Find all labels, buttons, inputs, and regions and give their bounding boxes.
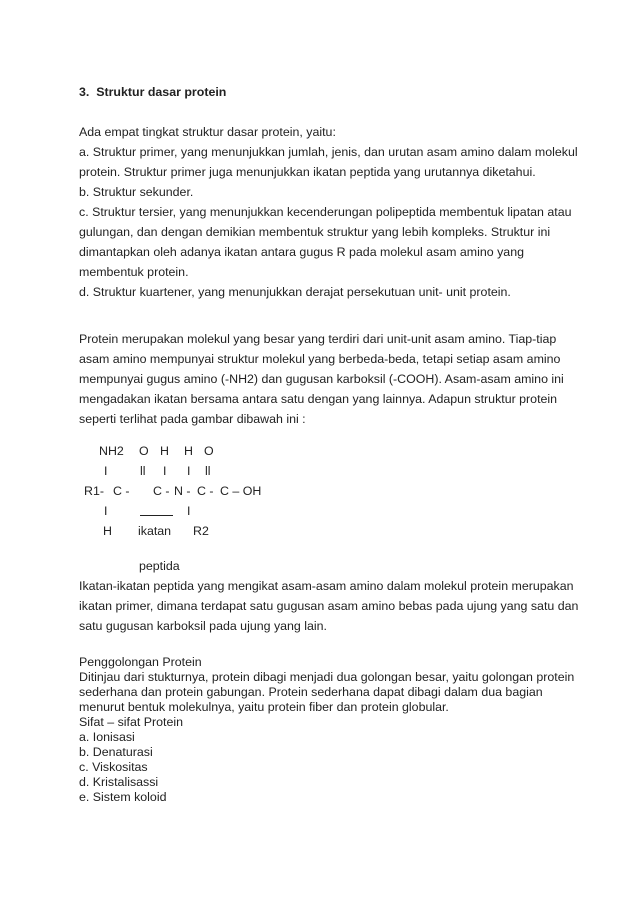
- paragraph-line: Ikatan-ikatan peptida yang mengikat asam-asam amino dalam molekul protein merupakan: [79, 579, 574, 593]
- diagram-bond: ll: [140, 464, 146, 478]
- list-line: dimantapkan oleh adanya ikatan antara gugus R pada molekul asam amino yang: [79, 245, 524, 259]
- properties-item: b. Denaturasi: [79, 745, 153, 759]
- diagram-bond: I: [104, 504, 108, 518]
- paragraph-line: asam amino mempunyai struktur molekul yang berbeda-beda, tetapi setiap asam amino: [79, 352, 561, 366]
- diagram-atom: H: [103, 524, 112, 538]
- properties-item: e. Sistem koloid: [79, 790, 167, 804]
- diagram-atom: R1-: [84, 484, 104, 498]
- list-line: membentuk protein.: [79, 265, 189, 279]
- paragraph-line: Protein merupakan molekul yang besar yang terdiri dari unit-unit asam amino. Tiap-tiap: [79, 332, 557, 346]
- diagram-bond: I: [104, 464, 108, 478]
- section-intro: Ada empat tingkat struktur dasar protein, yaitu:: [79, 125, 336, 139]
- diagram-bond: I: [163, 464, 167, 478]
- peptide-bond-underline: [140, 515, 173, 516]
- list-line: d. Struktur kuartener, yang menunjukkan derajat persekutuan unit- unit protein.: [79, 285, 511, 299]
- diagram-atom: NH2: [99, 444, 124, 458]
- diagram-atom: C -: [197, 484, 214, 498]
- diagram-atom: C -: [153, 484, 170, 498]
- diagram-label: ikatan: [138, 524, 172, 538]
- properties-item: c. Viskositas: [79, 760, 148, 774]
- properties-title: Sifat – sifat Protein: [79, 715, 183, 729]
- diagram-caption: peptida: [139, 559, 180, 573]
- classification-title: Penggolongan Protein: [79, 655, 202, 669]
- diagram-atom: R2: [193, 524, 209, 538]
- diagram-atom: C -: [113, 484, 130, 498]
- diagram-atom: O: [204, 444, 214, 458]
- list-line: gulungan, dan dengan demikian membentuk struktur yang lebih kompleks. Struktur ini: [79, 225, 551, 239]
- diagram-atom: H: [160, 444, 169, 458]
- diagram-bond: ll: [205, 464, 211, 478]
- classification-line: menurut bentuk molekulnya, yaitu protein fiber dan protein globular.: [79, 700, 449, 714]
- diagram-bond: I: [187, 504, 191, 518]
- properties-item: a. Ionisasi: [79, 730, 135, 744]
- diagram-bond: I: [187, 464, 191, 478]
- section-heading: 3. Struktur dasar protein: [79, 85, 227, 99]
- paragraph-line: mempunyai gugus amino (-NH2) dan gugusan karboksil (-COOH). Asam-asam amino ini: [79, 372, 564, 386]
- paragraph-line: seperti terlihat pada gambar dibawah ini :: [79, 412, 306, 426]
- list-line: b. Struktur sekunder.: [79, 185, 194, 199]
- classification-line: Ditinjau dari stukturnya, protein dibagi menjadi dua golongan besar, yaitu golongan protein: [79, 670, 575, 684]
- properties-item: d. Kristalisassi: [79, 775, 159, 789]
- list-line: protein. Struktur primer juga menunjukkan ikatan peptida yang urutannya diketahui.: [79, 165, 536, 179]
- diagram-atom: H: [184, 444, 193, 458]
- paragraph-line: mengadakan ikatan bersama antara satu dengan yang lainnya. Adapun struktur protein: [79, 392, 558, 406]
- diagram-atom: N -: [174, 484, 191, 498]
- diagram-atom: C – OH: [220, 484, 262, 498]
- list-line: a. Struktur primer, yang menunjukkan jumlah, jenis, dan urutan asam amino dalam molekul: [79, 145, 578, 159]
- paragraph-line: satu gugusan karboksil pada ujung yang lain.: [79, 619, 327, 633]
- classification-line: sederhana dan protein gabungan. Protein sederhana dapat dibagi dalam dua bagian: [79, 685, 543, 699]
- diagram-atom: O: [139, 444, 149, 458]
- list-line: c. Struktur tersier, yang menunjukkan kecenderungan polipeptida membentuk lipatan atau: [79, 205, 572, 219]
- paragraph-line: ikatan primer, dimana terdapat satu gugusan asam amino bebas pada ujung yang satu dan: [79, 599, 579, 613]
